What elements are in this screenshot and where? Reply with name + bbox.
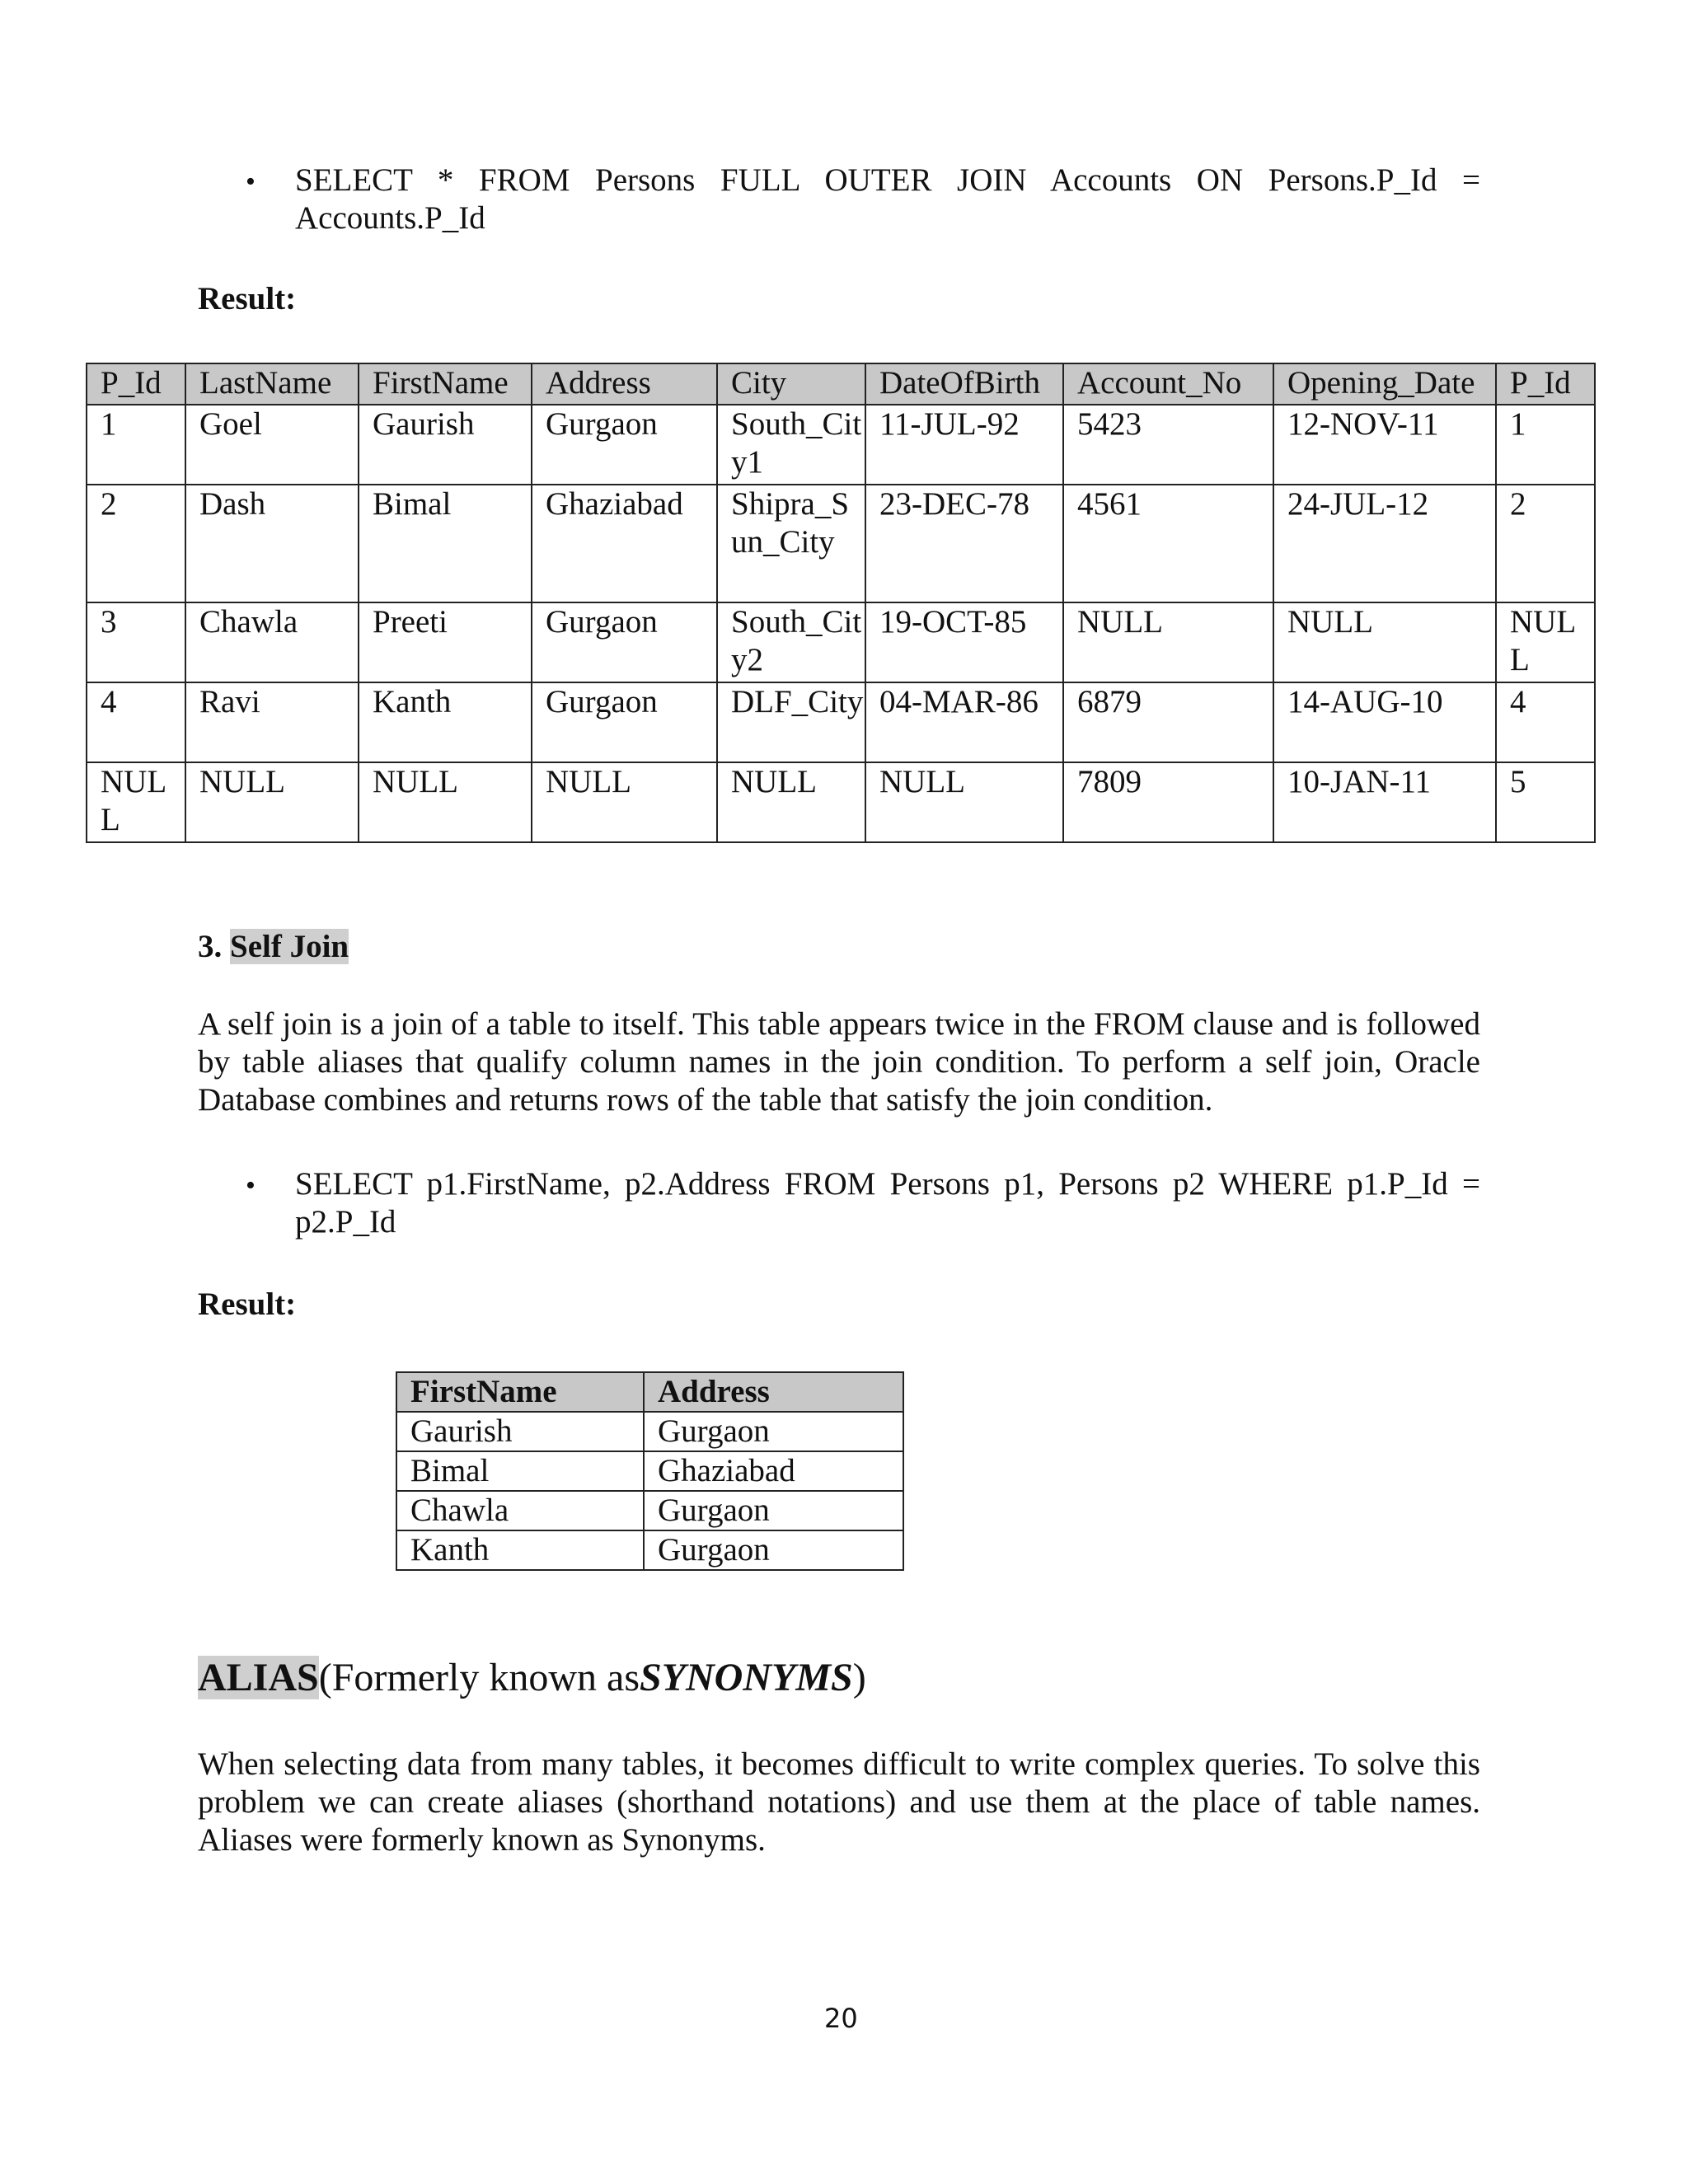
section-title: Self Join	[230, 929, 349, 964]
table-cell: 5423	[1063, 405, 1273, 485]
table-cell: Gaurish	[359, 405, 532, 485]
table-cell: Gurgaon	[532, 682, 717, 762]
table-cell: 1	[1496, 405, 1595, 485]
result-label: Result:	[198, 281, 297, 316]
table-cell: Bimal	[396, 1451, 644, 1491]
table-cell: NULL	[1496, 602, 1595, 682]
table-cell: Kanth	[359, 682, 532, 762]
table-row	[87, 762, 1595, 842]
table-cell: Goel	[185, 405, 359, 485]
table-cell: NULL	[1063, 602, 1273, 682]
table-cell: Chawla	[185, 602, 359, 682]
table-cell: 14-AUG-10	[1273, 682, 1496, 762]
table-row	[87, 405, 1595, 485]
sql-query-line: SELECT p1.FirstName, p2.Address FROM Persons p1, Persons p2 WHERE p1.P_Id =	[295, 1166, 1480, 1202]
full-outer-join-result-table	[86, 363, 1596, 843]
page-number: 20	[824, 2003, 858, 2034]
table-cell: Ravi	[185, 682, 359, 762]
column-header: FirstName	[359, 363, 532, 405]
column-header: Address	[644, 1372, 903, 1412]
sql-query-line: p2.P_Id	[295, 1204, 396, 1240]
table-cell: Gaurish	[396, 1412, 644, 1451]
table-cell: DLF_City	[717, 682, 865, 762]
table-cell: 11-JUL-92	[865, 405, 1063, 485]
self-join-result-table	[396, 1371, 904, 1571]
column-header: FirstName	[396, 1372, 644, 1412]
table-cell: Ghaziabad	[532, 485, 717, 602]
alias-paragraph: When selecting data from many tables, it becomes difficult to write complex queries. To solve this problem we can create aliases (shorthand notations) and use them at the place of table names. Aliases were formerly known as Synonyms.	[198, 1746, 1480, 1858]
table-cell: Dash	[185, 485, 359, 602]
table-cell: 24-JUL-12	[1273, 485, 1496, 602]
table-cell: Chawla	[396, 1491, 644, 1530]
table-cell: Gurgaon	[644, 1491, 903, 1530]
table-cell: NULL	[87, 762, 185, 842]
alias-keyword: ALIAS	[198, 1656, 319, 1699]
sql-query-line: SELECT * FROM Persons FULL OUTER JOIN Accounts ON Persons.P_Id =	[295, 162, 1480, 198]
table-cell: Gurgaon	[532, 602, 717, 682]
table-row	[396, 1530, 903, 1570]
table-cell: 1	[87, 405, 185, 485]
table-row	[396, 1412, 903, 1451]
table-cell: Kanth	[396, 1530, 644, 1570]
column-header: P_Id	[87, 363, 185, 405]
column-header: Address	[532, 363, 717, 405]
column-header: Account_No	[1063, 363, 1273, 405]
sql-query-line: Accounts.P_Id	[295, 200, 485, 236]
column-header: LastName	[185, 363, 359, 405]
table-cell: 19-OCT-85	[865, 602, 1063, 682]
table-cell: 4561	[1063, 485, 1273, 602]
table-cell: 12-NOV-11	[1273, 405, 1496, 485]
table-cell: 4	[87, 682, 185, 762]
bullet-point: •	[246, 1170, 256, 1201]
table-cell: 7809	[1063, 762, 1273, 842]
table-header-row	[396, 1372, 903, 1412]
table-cell: 3	[87, 602, 185, 682]
table-cell: Gurgaon	[644, 1530, 903, 1570]
table-cell: 4	[1496, 682, 1595, 762]
column-header: P_Id	[1496, 363, 1595, 405]
table-row	[87, 602, 1595, 682]
table-row	[396, 1491, 903, 1530]
self-join-paragraph: A self join is a join of a table to itself. This table appears twice in the FROM clause and is followed by table aliases that qualify column names in the join condition. To perform a self join, Oracle Database combines and returns rows of the table that satisfy the join condition.	[198, 1006, 1480, 1118]
alias-heading	[198, 1655, 866, 1700]
alias-heading-prefix: (Formerly known as	[318, 1656, 640, 1699]
table-cell: Gurgaon	[644, 1412, 903, 1451]
table-cell: NULL	[717, 762, 865, 842]
table-cell: 04-MAR-86	[865, 682, 1063, 762]
bullet-point: •	[246, 166, 256, 197]
table-row	[87, 682, 1595, 762]
table-cell: Preeti	[359, 602, 532, 682]
table-cell: South_City1	[717, 405, 865, 485]
table-cell: Bimal	[359, 485, 532, 602]
column-header: City	[717, 363, 865, 405]
table-cell: Shipra_Sun_City	[717, 485, 865, 602]
table-cell: 10-JAN-11	[1273, 762, 1496, 842]
table-cell: 23-DEC-78	[865, 485, 1063, 602]
table-cell: 2	[87, 485, 185, 602]
section-number: 3.	[198, 929, 223, 964]
table-header-row	[87, 363, 1595, 405]
table-cell: 6879	[1063, 682, 1273, 762]
table-cell: Gurgaon	[532, 405, 717, 485]
table-cell: 2	[1496, 485, 1595, 602]
table-cell: NULL	[185, 762, 359, 842]
table-cell: NULL	[865, 762, 1063, 842]
result-label: Result:	[198, 1286, 297, 1322]
section-heading	[198, 928, 349, 965]
table-cell: NULL	[359, 762, 532, 842]
table-row	[87, 485, 1595, 602]
column-header: Opening_Date	[1273, 363, 1496, 405]
table-cell: Ghaziabad	[644, 1451, 903, 1491]
alias-heading-synonyms: SYNONYMS	[640, 1656, 853, 1699]
alias-heading-suffix: )	[852, 1656, 866, 1699]
table-cell: South_City2	[717, 602, 865, 682]
table-cell: 5	[1496, 762, 1595, 842]
table-cell: NULL	[532, 762, 717, 842]
table-row	[396, 1451, 903, 1491]
table-cell: NULL	[1273, 602, 1496, 682]
column-header: DateOfBirth	[865, 363, 1063, 405]
